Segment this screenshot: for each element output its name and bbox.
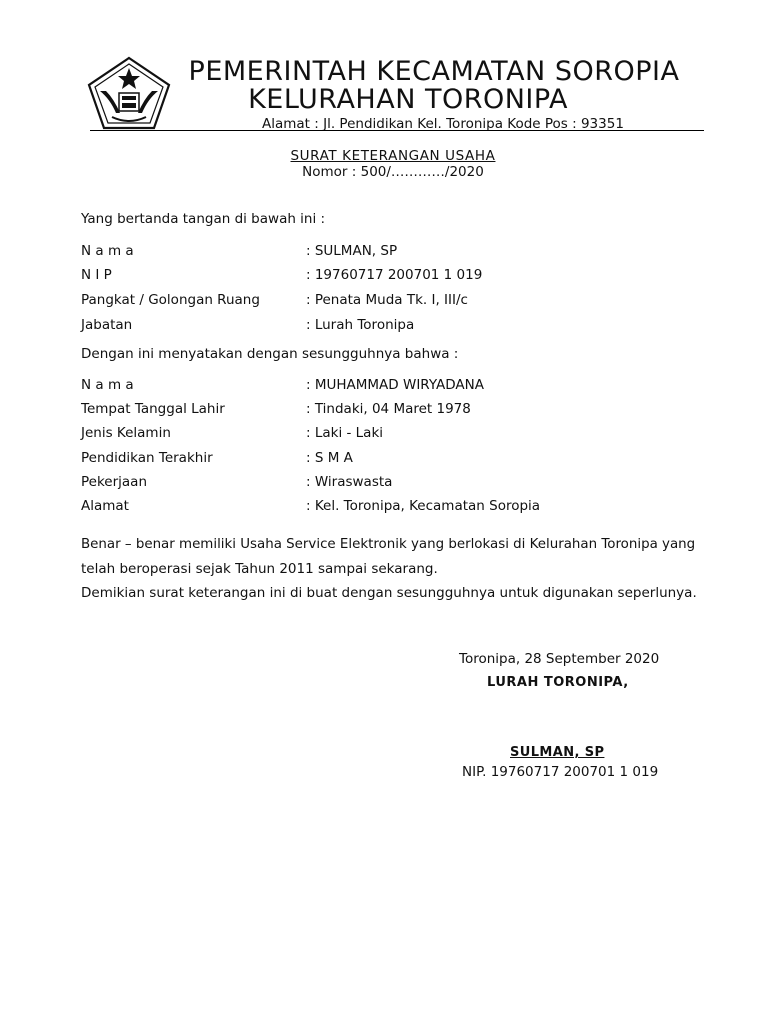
applicant-address-value: : Kel. Toronipa, Kecamatan Soropia <box>306 498 541 514</box>
signer-rank-value: : Penata Muda Tk. I, III/c <box>306 292 468 308</box>
signer-title: LURAH TORONIPA, <box>487 675 629 690</box>
signer-nip: NIP. 19760717 200701 1 019 <box>462 764 659 780</box>
applicant-gender-value: : Laki - Laki <box>306 425 384 441</box>
closing-line: Demikian surat keterangan ini di buat dengan sesungguhnya untuk digunakan seperlunya. <box>81 585 697 601</box>
document-number: Nomor : 500/…………/2020 <box>302 164 484 180</box>
body-line-1: Benar – benar memiliki Usaha Service Elektronik yang berlokasi di Kelurahan Toronipa yang <box>81 537 696 552</box>
kop-kelurahan: KELURAHAN TORONIPA <box>248 84 568 115</box>
signer-name: SULMAN, SP <box>510 745 605 760</box>
applicant-job-label: Pekerjaan <box>81 474 148 490</box>
signer-nip-value: : 19760717 200701 1 019 <box>306 267 483 283</box>
signer-position-value: : Lurah Toronipa <box>306 317 415 333</box>
applicant-education-label: Pendidikan Terakhir <box>81 450 213 466</box>
applicant-education-value: : S M A <box>306 450 353 466</box>
kop-divider <box>90 130 704 131</box>
applicant-birth-value: : Tindaki, 04 Maret 1978 <box>306 401 471 417</box>
signer-rank-label: Pangkat / Golongan Ruang <box>81 292 260 308</box>
opening-line: Yang bertanda tangan di bawah ini : <box>81 211 326 227</box>
document-title: SURAT KETERANGAN USAHA <box>290 148 496 164</box>
applicant-address-label: Alamat <box>81 498 129 514</box>
applicant-gender-label: Jenis Kelamin <box>81 425 171 441</box>
applicant-birth-label: Tempat Tanggal Lahir <box>81 401 225 417</box>
kop-alamat: Alamat : Jl. Pendidikan Kel. Toronipa Kode Pos : 93351 <box>262 116 624 132</box>
signer-position-label: Jabatan <box>81 317 133 333</box>
statement-line: Dengan ini menyatakan dengan sesungguhnya bahwa : <box>81 346 459 362</box>
applicant-job-value: : Wiraswasta <box>306 474 393 490</box>
applicant-name-value: : MUHAMMAD WIRYADANA <box>306 377 484 393</box>
applicant-name-label: N a m a <box>81 377 134 393</box>
kop-instansi: PEMERINTAH KECAMATAN SOROPIA <box>188 56 680 87</box>
signer-name-label: N a m a <box>81 243 134 259</box>
body-line-2: telah beroperasi sejak Tahun 2011 sampai sekarang. <box>81 561 438 577</box>
place-date: Toronipa, 28 September 2020 <box>459 651 660 667</box>
signer-name-value: : SULMAN, SP <box>306 243 398 259</box>
signer-nip-label: N I P <box>81 267 112 283</box>
